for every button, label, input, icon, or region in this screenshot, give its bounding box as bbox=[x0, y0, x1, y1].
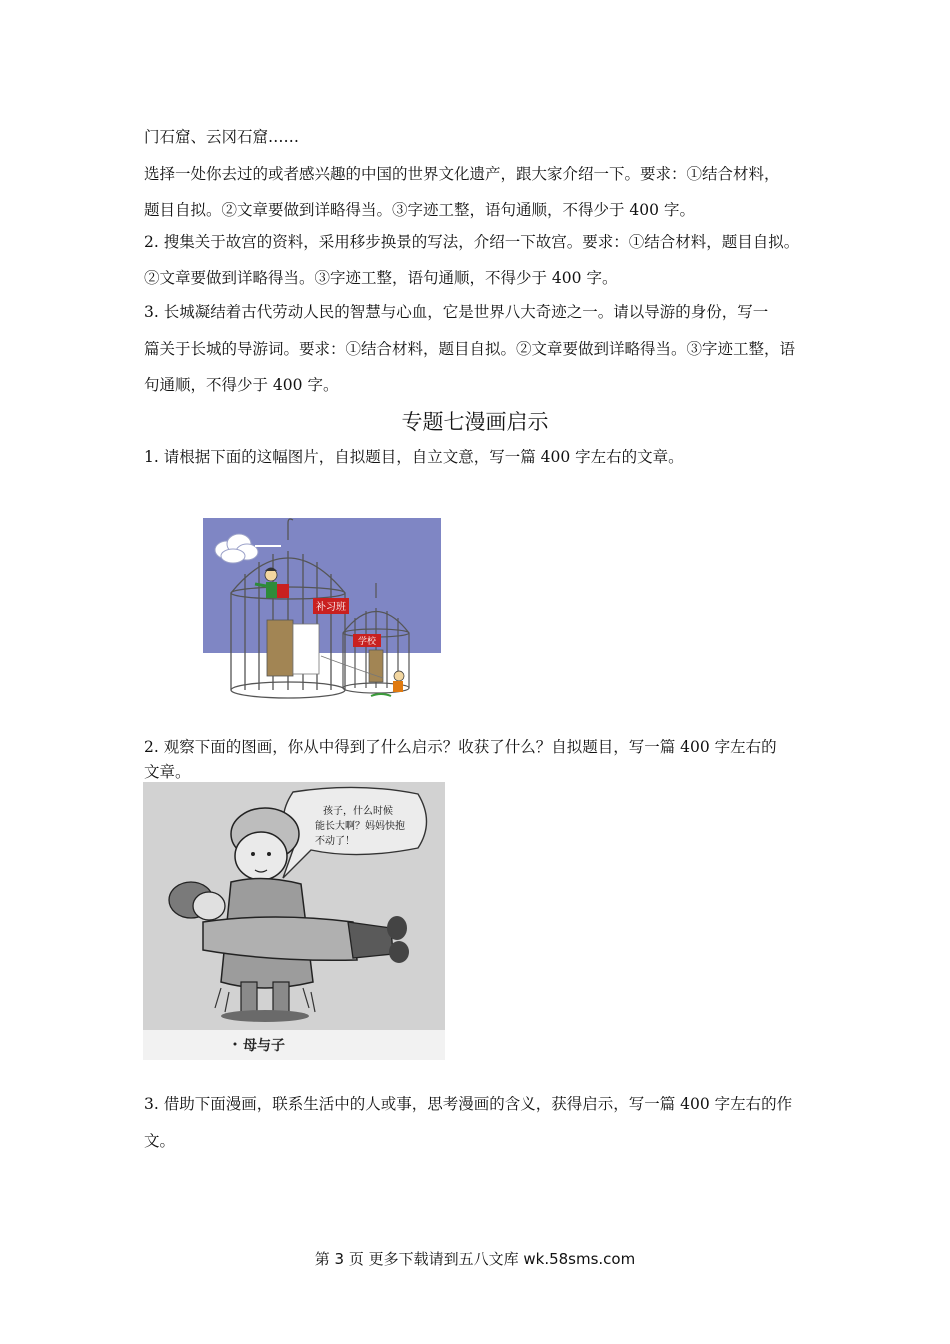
speech-bubble-line: 孩子，什么时候 bbox=[323, 806, 393, 817]
question-2-line-2: 文章。 bbox=[144, 763, 191, 781]
section-title: 专题七漫画启示 bbox=[401, 410, 549, 434]
speech-bubble-line: 能长大啊？妈妈快抱 bbox=[315, 821, 405, 832]
cartoon-caption: 母与子 bbox=[243, 1038, 285, 1054]
cram-school-sign: 补习班 bbox=[316, 602, 346, 613]
text-line: 选择一处你去过的或者感兴趣的中国的世界文化遗产，跟大家介绍一下。要求：①结合材料， bbox=[144, 165, 780, 183]
text-line: 句通顺，不得少于 400 字。 bbox=[144, 376, 339, 394]
text-line: 门石窟、云冈石窟…… bbox=[144, 128, 300, 146]
speech-bubble-line: 不动了！ bbox=[315, 836, 355, 847]
school-sign: 学校 bbox=[357, 637, 377, 647]
text-line: 3. 长城凝结着古代劳动人民的智慧与心血，它是世界八大奇迹之一。请以导游的身份，写一 bbox=[144, 303, 769, 321]
text-line: 篇关于长城的导游词。要求：①结合材料，题目自拟。②文章要做到详略得当。③字迹工整，语 bbox=[144, 340, 796, 358]
cage-cartoon-image bbox=[203, 518, 441, 706]
text-line: 题目自拟。②文章要做到详略得当。③字迹工整，语句通顺，不得少于 400 字。 bbox=[144, 201, 695, 219]
question-2-line-1: 2. 观察下面的图画，你从中得到了什么启示？收获了什么？自拟题目，写一篇 400 字左右的 bbox=[144, 738, 777, 756]
text-line: ②文章要做到详略得当。③字迹工整，语句通顺，不得少于 400 字。 bbox=[144, 269, 618, 287]
question-3-line-2: 文。 bbox=[144, 1132, 176, 1150]
question-3-line-1: 3. 借助下面漫画，联系生活中的人或事，思考漫画的含义，获得启示，写一篇 400 字左右的作 bbox=[144, 1095, 793, 1113]
mother-and-child-cartoon-image bbox=[143, 782, 445, 1060]
page-footer: 第 3 页 更多下载请到五八文库 wk.58sms.com bbox=[314, 1250, 636, 1268]
question-1: 1. 请根据下面的这幅图片，自拟题目，自立文意，写一篇 400 字左右的文章。 bbox=[144, 448, 684, 466]
text-line: 2. 搜集关于故宫的资料，采用移步换景的写法，介绍一下故宫。要求：①结合材料，题目自拟。 bbox=[144, 233, 800, 251]
